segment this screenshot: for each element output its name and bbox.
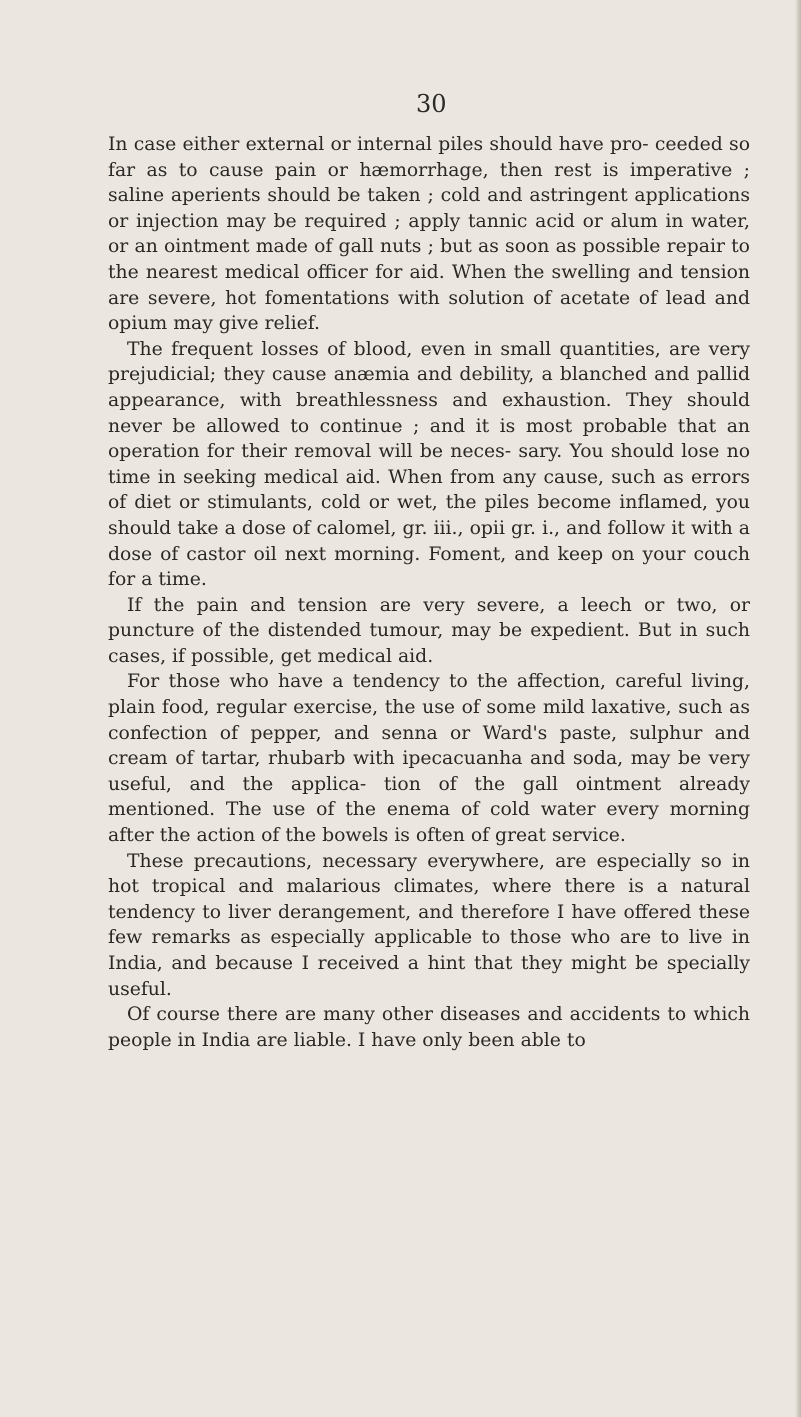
body-text — [108, 132, 750, 1053]
paragraph-precautions: These precautions, necessary everywhere, are especially so in hot tropical and malarious climates, where there is a natural tendency to liver derangement, and therefore I have offered these few remarks as especially applicable to those who are to live in India, and because I received a hint that they might be specially useful. — [108, 850, 750, 1000]
paragraph-other-diseases: Of course there are many other diseases and accidents to which people in India are liable. I have only been able to — [108, 1004, 750, 1051]
paragraph-blood-losses: The frequent losses of blood, even in small quantities, are very prejudicial; they cause anæmia and debility, a blanched and pallid appearance, with breathlessness and exhaustion. They should never be allowed to continue ; and it is most probable that an operation for their removal will be neces- sary. You should lose no time in seeking medical aid. When from any cause, such as errors of diet or stimulants, cold or wet, the piles become inflamed, you should take a dose of calomel, gr. iii., opii gr. i., and follow it with a dose of castor oil next morning. Foment, and keep on your couch for a time. — [108, 338, 750, 591]
page-edge-shadow — [795, 0, 801, 1417]
page-number: 30 — [416, 90, 447, 118]
paragraph-severe-pain: If the pain and tension are very severe, a leech or two, or puncture of the distended tumour, may be expedient. But in such cases, if possible, get medical aid. — [108, 594, 750, 667]
paragraph-prevention: For those who have a tendency to the affection, careful living, plain food, regular exercise, the use of some mild laxative, such as confection of pepper, and senna or Ward's paste, sulphur and cream of tartar, rhubarb with ipecacuanha and soda, may be very useful, and the applica- tion of the gall ointment already mentioned. The use of the enema of cold water every morning after the action of the bowels is often of great service. — [108, 671, 750, 847]
paragraph-piles-treatment: In case either external or internal piles should have pro- ceeded so far as to cause pain or hæmorrhage, then rest is imperative ; saline aperients should be taken ; cold and astringent applications or injection may be required ; apply tannic acid or alum in water, or an ointment made of gall nuts ; but as soon as possible repair to the nearest medical officer for aid. When the swelling and tension are severe, hot fomentations with solution of acetate of lead and opium may give relief. — [108, 134, 750, 335]
